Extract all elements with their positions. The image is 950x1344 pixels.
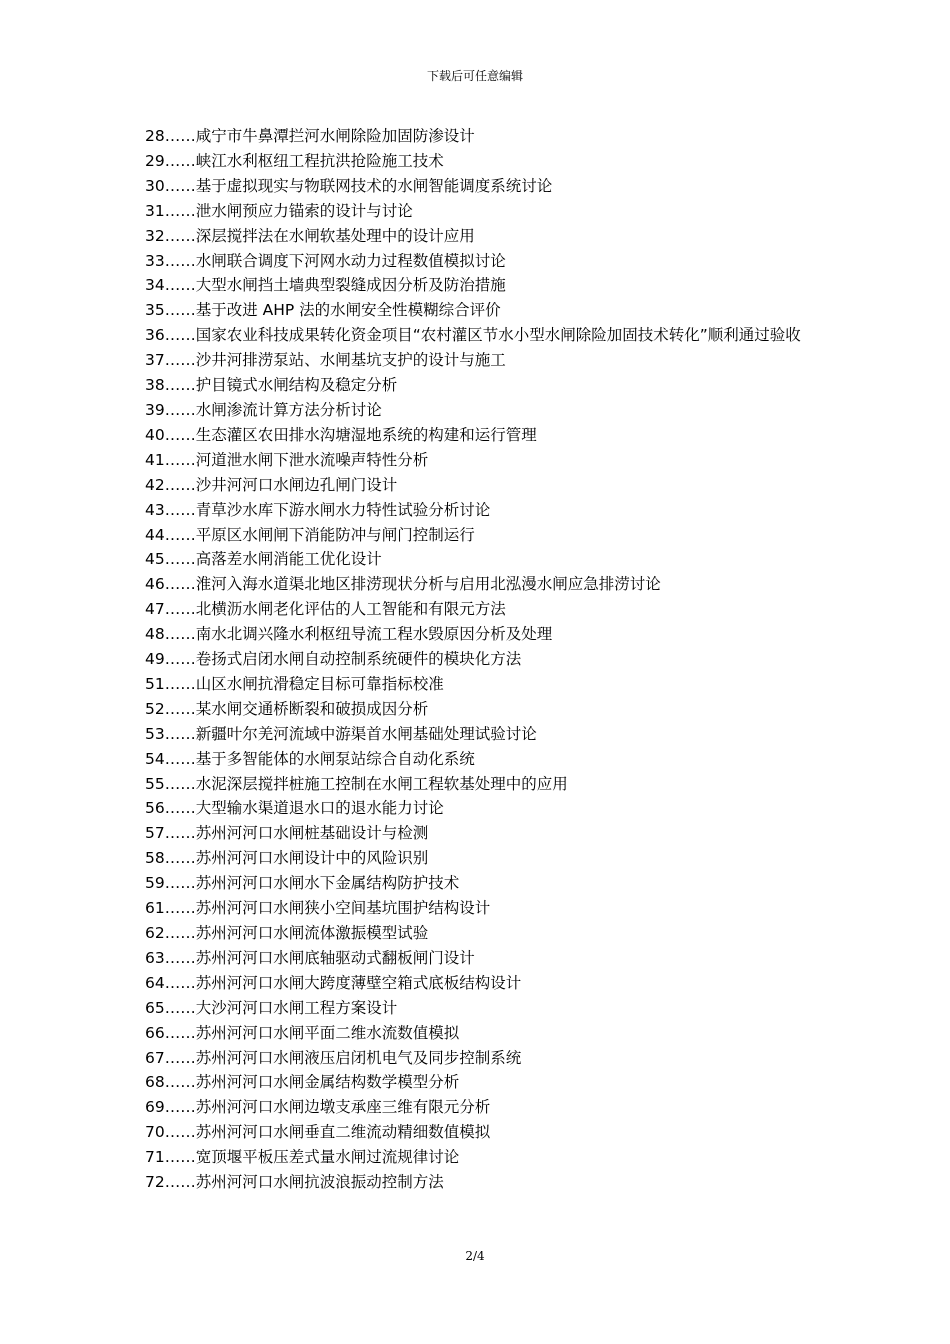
list-item: 55……水泥深层搅拌桩施工控制在水闸工程软基处理中的应用 xyxy=(145,774,568,793)
list-item: 70……苏州河河口水闸垂直二维流动精细数值模拟 xyxy=(145,1123,491,1142)
list-item: 72……苏州河河口水闸抗波浪振动控制方法 xyxy=(145,1173,444,1192)
list-item: 62……苏州河河口水闸流体激振模型试验 xyxy=(145,924,429,942)
list-item: 43……青草沙水库下游水闸水力特性试验分析讨论 xyxy=(145,500,491,519)
list-item: 63……苏州河河口水闸底轴驱动式翻板闸门设计 xyxy=(145,948,475,967)
list-item: 28……咸宁市牛鼻潭拦河水闸除险加固防渗设计 xyxy=(145,127,475,145)
list-item: 48……南水北调兴隆水利枢纽导流工程水毁原因分析及处理 xyxy=(145,625,553,644)
list-item: 65……大沙河河口水闸工程方案设计 xyxy=(145,998,398,1017)
list-item: 29……峡江水利枢纽工程抗洪抢险施工技术 xyxy=(145,151,444,170)
list-item: 35……基于改进 AHP 法的水闸安全性模糊综合评价 xyxy=(145,301,501,320)
list-item: 30……基于虚拟现实与物联网技术的水闸智能调度系统讨论 xyxy=(145,176,553,195)
page-header: 下载后可任意编辑 xyxy=(426,69,523,83)
list-item: 46……淮河入海水道渠北地区排涝现状分析与启用北泓漫水闸应急排涝讨论 xyxy=(145,575,661,594)
list-item: 64……苏州河河口水闸大跨度薄壁空箱式底板结构设计 xyxy=(145,973,522,992)
list-item: 59……苏州河河口水闸水下金属结构防护技术 xyxy=(145,874,460,893)
list-item: 54……基于多智能体的水闸泵站综合自动化系统 xyxy=(145,749,475,768)
list-item: 49……卷扬式启闭水闸自动控制系统硬件的模块化方法 xyxy=(145,650,522,669)
list-item: 37……沙井河排涝泵站、水闸基坑支护的设计与施工 xyxy=(145,351,506,370)
list-item: 39……水闸渗流计算方法分析讨论 xyxy=(145,400,382,419)
list-item: 34……大型水闸挡土墙典型裂缝成因分析及防治措施 xyxy=(145,276,506,295)
list-item: 52……某水闸交通桥断裂和破损成因分析 xyxy=(145,699,429,718)
list-item: 41……河道泄水闸下泄水流噪声特性分析 xyxy=(145,450,429,469)
document-list xyxy=(145,124,810,1195)
list-item: 45……高落差水闸消能工优化设计 xyxy=(145,550,382,569)
list-item: 51……山区水闸抗滑稳定目标可靠指标校准 xyxy=(145,674,444,693)
list-item: 47……北横沥水闸老化评估的人工智能和有限元方法 xyxy=(145,600,506,619)
list-item: 67……苏州河河口水闸液压启闭机电气及同步控制系统 xyxy=(145,1048,522,1067)
list-item: 71……宽顶堰平板压差式量水闸过流规律讨论 xyxy=(145,1148,460,1167)
list-item: 44……平原区水闸闸下消能防冲与闸门控制运行 xyxy=(145,525,475,544)
list-item: 42……沙井河河口水闸边孔闸门设计 xyxy=(145,475,398,494)
list-item: 56……大型输水渠道退水口的退水能力讨论 xyxy=(145,799,444,818)
list-item: 68……苏州河河口水闸金属结构数学模型分析 xyxy=(145,1073,460,1092)
list-item: 66……苏州河河口水闸平面二维水流数值模拟 xyxy=(145,1023,460,1042)
list-item: 36……国家农业科技成果转化资金项目“农村灌区节水小型水闸除险加固技术转化”顺利通过验收 xyxy=(145,326,801,345)
page-number: 2/4 xyxy=(465,1249,485,1263)
list-item: 33……水闸联合调度下河网水动力过程数值模拟讨论 xyxy=(145,251,506,270)
list-item: 31……泄水闸预应力锚索的设计与讨论 xyxy=(145,201,413,220)
list-item: 57……苏州河河口水闸桩基础设计与检测 xyxy=(145,824,429,843)
list-item: 38……护目镜式水闸结构及稳定分析 xyxy=(145,376,398,395)
list-item: 58……苏州河河口水闸设计中的风险识别 xyxy=(145,849,429,868)
list-item: 40……生态灌区农田排水沟塘湿地系统的构建和运行管理 xyxy=(145,425,537,444)
list-item: 53……新疆叶尔羌河流域中游渠首水闸基础处理试验讨论 xyxy=(145,724,537,743)
list-item: 61……苏州河河口水闸狭小空间基坑围护结构设计 xyxy=(145,899,491,918)
list-item: 32……深层搅拌法在水闸软基处理中的设计应用 xyxy=(145,226,475,245)
list-item: 69……苏州河河口水闸边墩支承座三维有限元分析 xyxy=(145,1098,491,1117)
